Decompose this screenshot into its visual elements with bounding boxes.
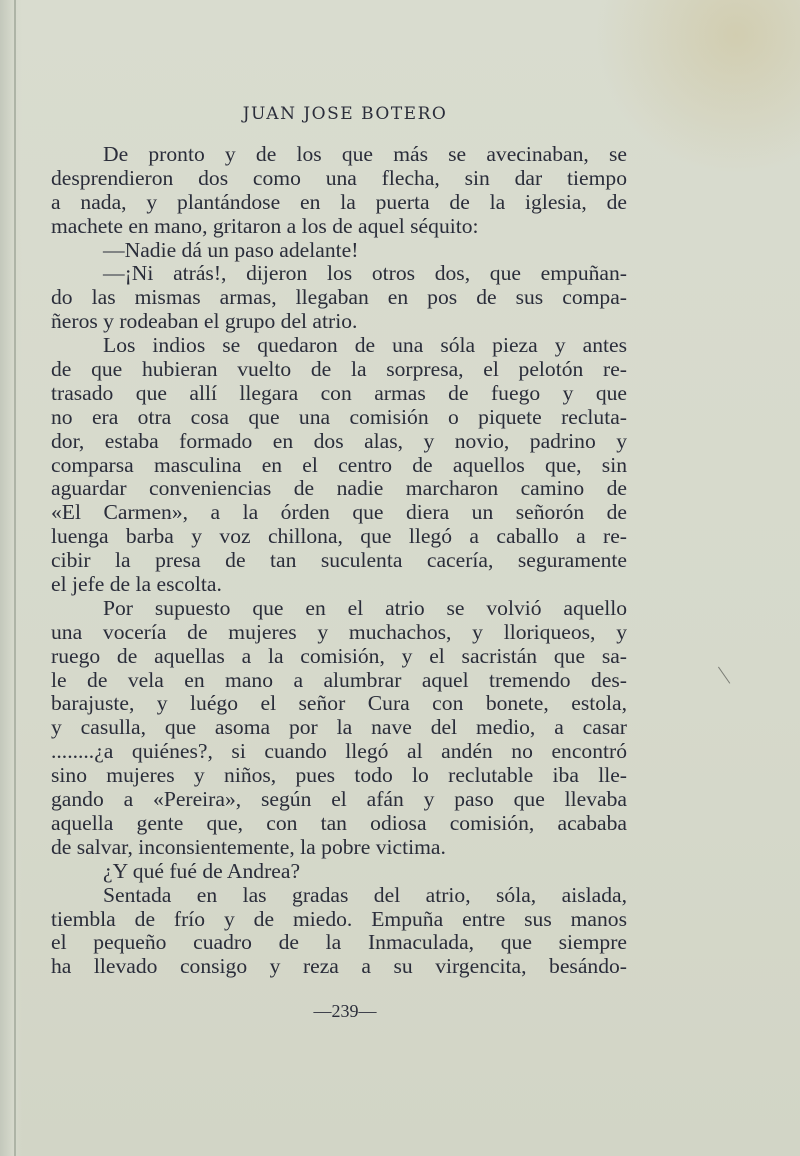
text-line: sino mujeres y niños, pues todo lo reclutable iba lle- [51,763,627,788]
text-line: machete en mano, gritaron a los de aquel séquito: [51,213,479,238]
text-line: Sentada en las gradas del atrio, sóla, aislada, [103,882,627,907]
running-title: JUAN JOSE BOTERO [242,104,448,124]
text-line: desprendieron dos como una flecha, sin dar tiempo [51,165,627,190]
text-line: cibir la presa de tan suculenta cacería, seguramente [51,548,627,573]
text-line: gando a «Pereira», según el afán y paso que llevaba [51,787,627,812]
text-line: le de vela en mano a alumbrar aquel tremendo des- [51,667,627,692]
text-line: el jefe de la escolta. [51,572,222,597]
text-line: tiembla de frío y de miedo. Empuña entre sus manos [51,906,627,931]
text-line: Los indios se quedaron de una sóla pieza y antes [103,333,627,358]
text-line: ¿Y qué fué de Andrea? [103,858,301,883]
body-text [51,143,627,979]
text-line: una vocería de mujeres y muchachos, y lloriqueos, y [51,619,627,644]
text-line: el pequeño cuadro de la Inmaculada, que siempre [51,930,627,955]
text-line: trasado que allí llegara con armas de fuego y que [51,380,627,405]
text-line: barajuste, y luégo el señor Cura con bonete, estola, [51,691,627,716]
text-line: —Nadie dá un paso adelante! [103,237,359,262]
text-line: comparsa masculina en el centro de aquellos que, sin [51,452,627,477]
text-line: dor, estaba formado en dos alas, y novio, padrino y [51,428,627,453]
text-line: no era otra cosa que una comisión o piquete recluta- [51,404,627,429]
text-line: y casulla, que asoma por la nave del medio, a casar [51,715,627,740]
text-line: —¡Ni atrás!, dijeron los otros dos, que empuñan- [103,261,627,286]
binding-line [14,0,16,1156]
text-line: luenga barba y voz chillona, que llegó a caballo a re- [51,524,627,549]
binding-edge [0,0,22,1156]
page-number: —239— [313,1001,377,1021]
stray-ink-mark [718,656,745,683]
text-line: ñeros y rodeaban el grupo del atrio. [51,309,358,334]
text-line: a nada, y plantándose en la puerta de la iglesia, de [51,189,627,214]
text-line: ........¿a quiénes?, si cuando llegó al andén no encontró [51,739,627,764]
text-line: aguardar conveniencias de nadie marcharon camino de [51,476,627,501]
text-line: ruego de aquellas a la comisión, y el sacristán que sa- [51,643,627,668]
text-line: ha llevado consigo y reza a su virgencita, besándo- [51,954,627,979]
text-line: de que hubieran vuelto de la sorpresa, el pelotón re- [51,357,627,382]
text-line: do las mismas armas, llegaban en pos de sus compa- [51,285,627,310]
text-line: aquella gente que, con tan odiosa comisión, acababa [51,810,627,835]
text-line: «El Carmen», a la órden que diera un señorón de [51,500,627,525]
text-line: Por supuesto que en el atrio se volvió aquello [103,595,627,620]
text-line: de salvar, inconsientemente, la pobre victima. [51,834,446,859]
text-line: De pronto y de los que más se avecinaban, se [103,142,627,166]
